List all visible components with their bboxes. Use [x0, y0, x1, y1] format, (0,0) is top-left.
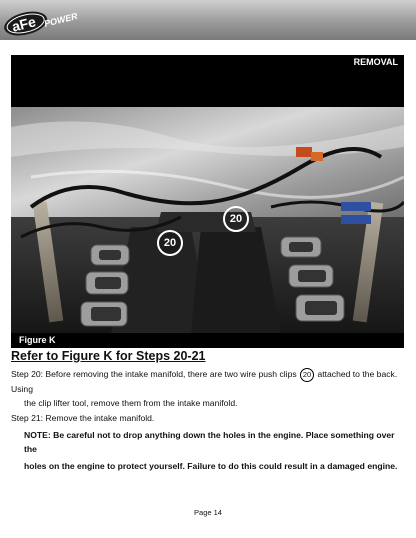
note-line-1: NOTE: Be careful not to drop anything down the holes in the engine. Place something over the	[24, 429, 395, 455]
engine-photo	[11, 107, 404, 333]
section-title: Refer to Figure K for Steps 20-21	[11, 349, 206, 363]
figure-top-label: REMOVAL	[353, 57, 398, 67]
step-20-text-a: Step 20: Before removing the intake manifold, there are two wire push clips	[11, 369, 297, 379]
callout-clip-1-label: 20	[163, 237, 177, 249]
callout-clip-2-label: 20	[229, 213, 243, 225]
callout-clip-2	[223, 206, 249, 232]
steps-block	[11, 367, 406, 473]
header-band	[0, 0, 416, 40]
step-21-text: Step 21: Remove the intake manifold.	[11, 412, 155, 423]
logo-text-power: POWER	[43, 10, 79, 29]
step-20-callout-badge: 20	[300, 368, 314, 382]
step-20	[11, 367, 406, 411]
step-20-text-c: the clip lifter tool, remove them from the intake manifold.	[24, 398, 238, 409]
step-20-text-b: attached to the back. Using	[11, 369, 398, 394]
note-line-2: holes on the engine to protect yourself. Failure to do this could result in a damaged engine.	[24, 460, 398, 471]
logo-text-afe: aFe	[10, 13, 38, 35]
figure-caption: Figure K	[19, 335, 56, 345]
callout-clip-1	[157, 230, 183, 256]
step-21	[11, 411, 406, 426]
note	[11, 428, 406, 474]
page-number: Page 14	[194, 508, 222, 517]
afe-power-logo	[2, 6, 112, 36]
figure-k	[11, 55, 404, 348]
